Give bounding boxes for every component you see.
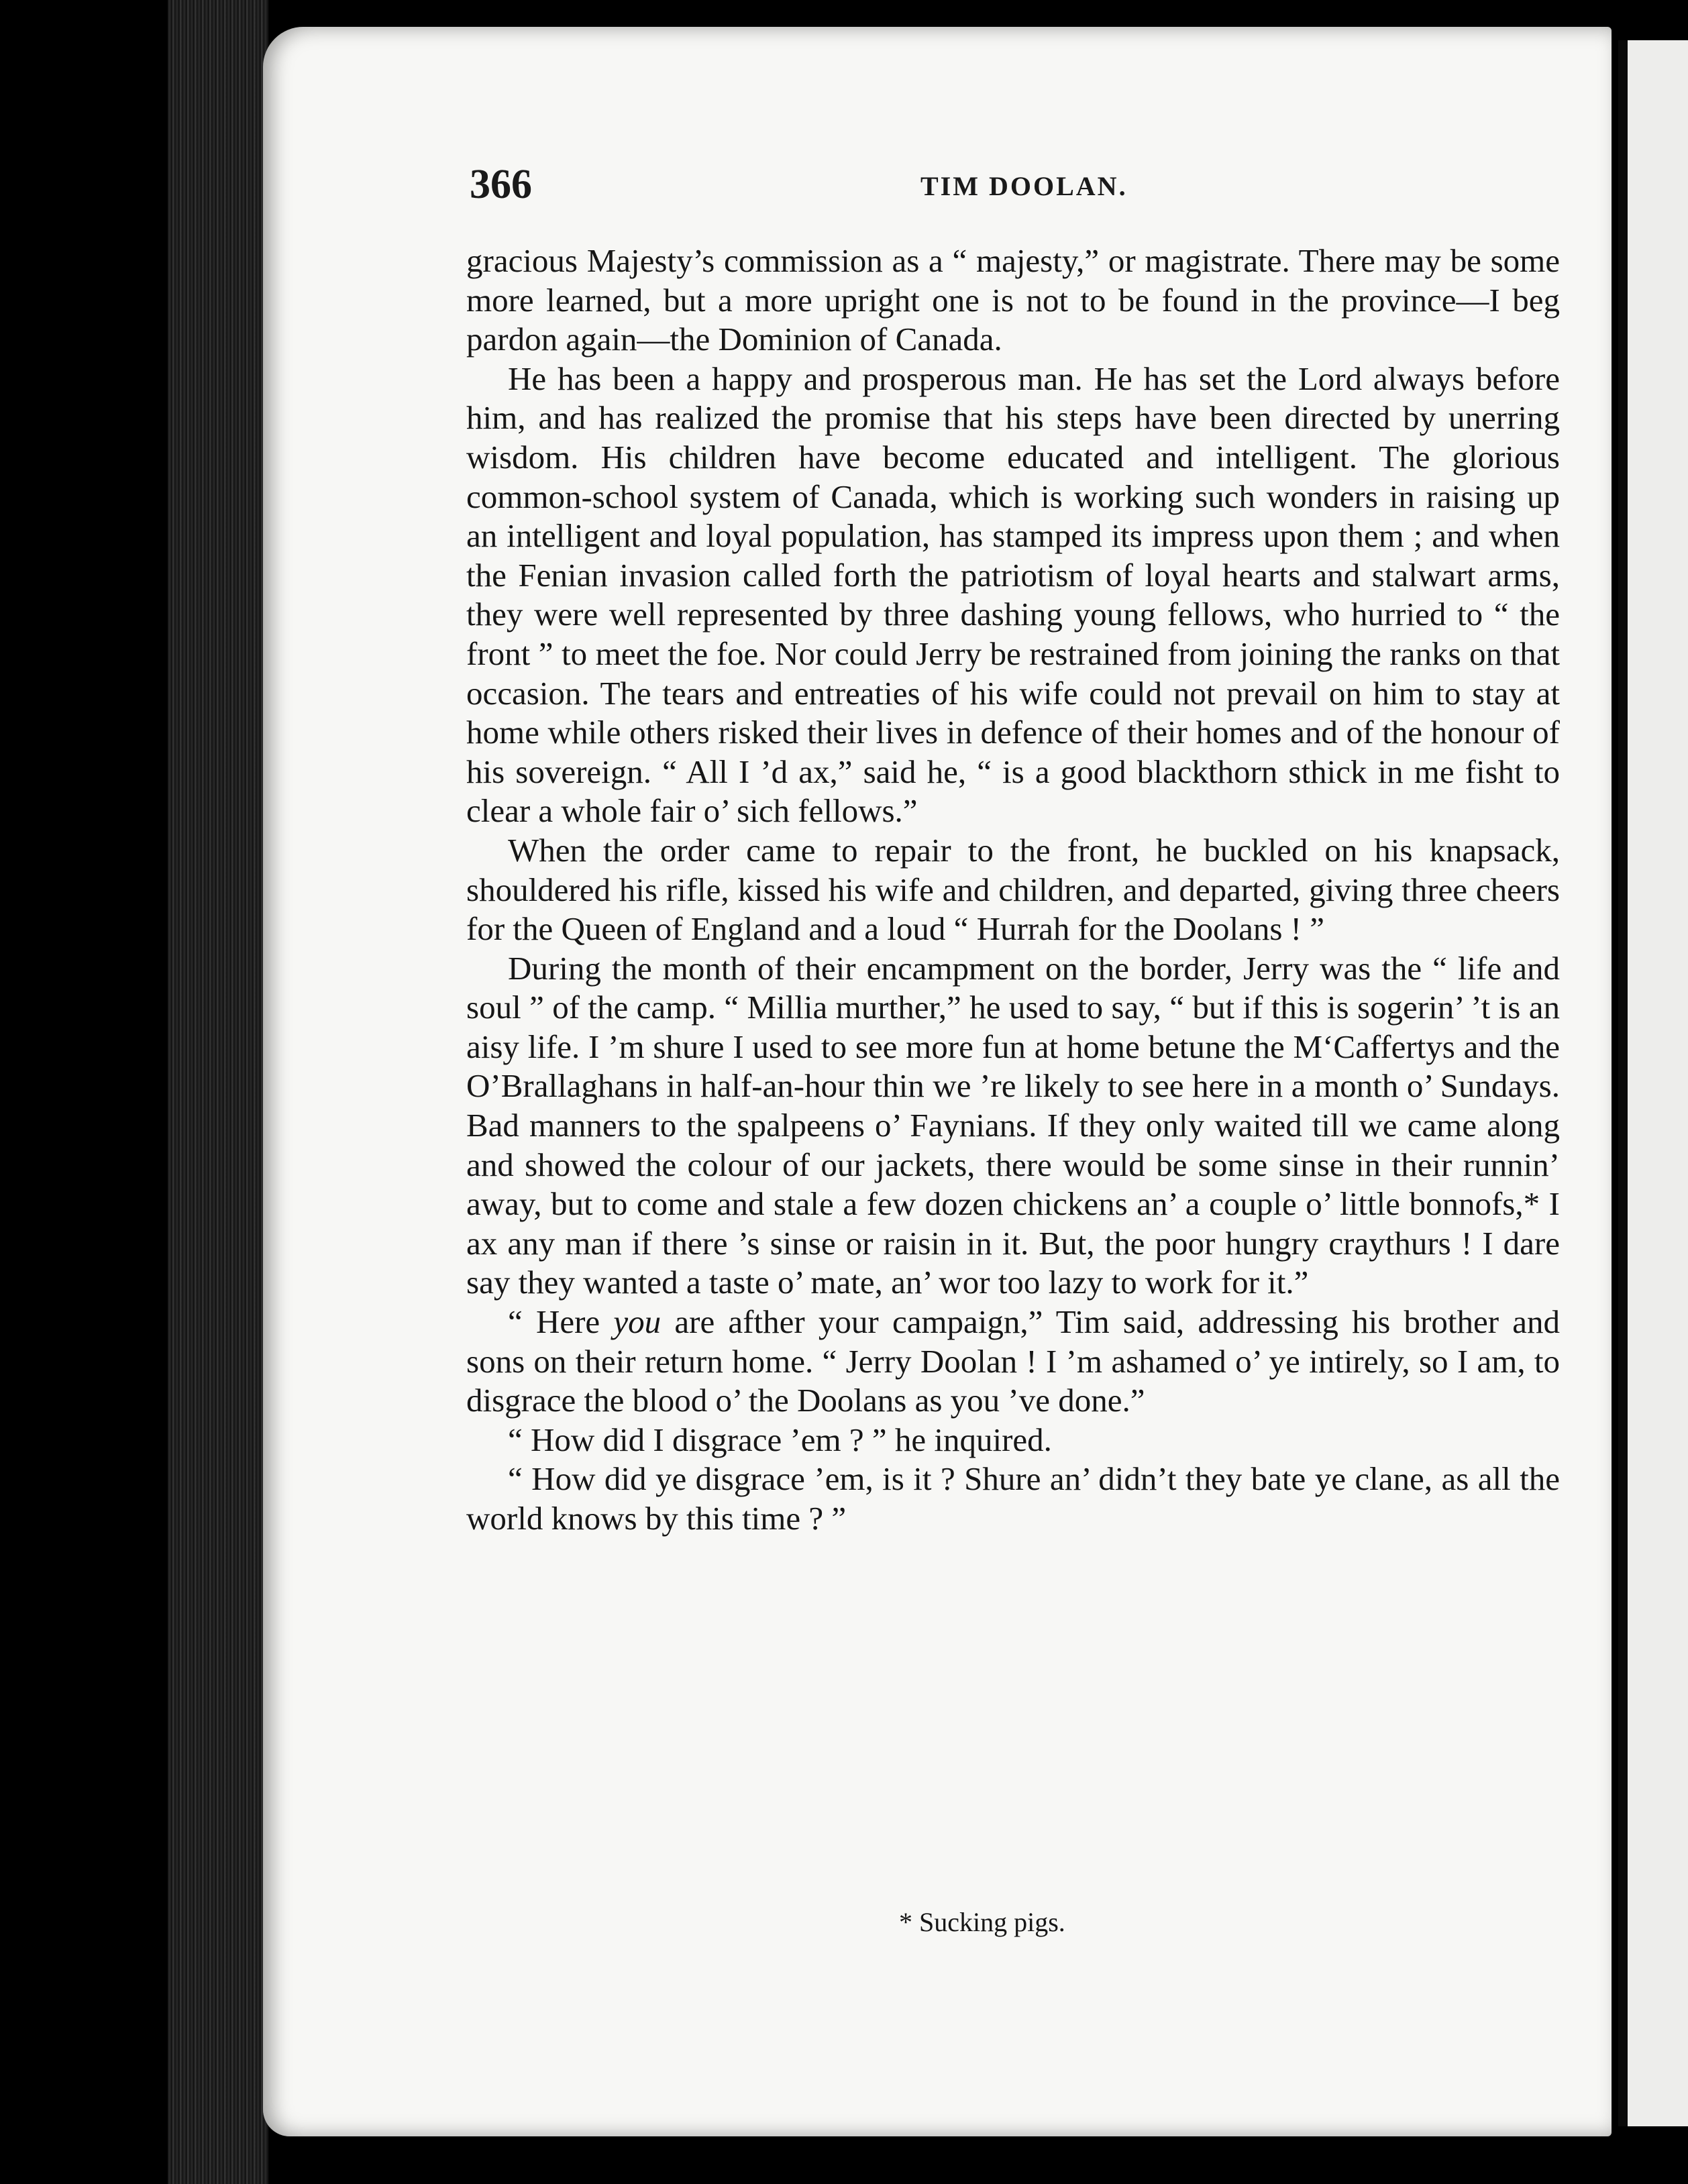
emphasized-word: you	[613, 1303, 662, 1341]
running-title: TIM DOOLAN.	[920, 171, 1128, 201]
running-head	[470, 161, 1557, 215]
paragraph-text: are afther your campaign,” Tim said, addressing his brother and sons on their return home. “ Jerry Doolan ! I ’m ashamed o’ ye intirely, so I am, to disgrace the blood o’ the Doolans as you ’ve done.”	[466, 1303, 1560, 1419]
paragraph: During the month of their encampment on the border, Jerry was the “ life and soul ” of the camp. “ Millia murther,” he used to say, “ but if this is sogerin’ ’t is an aisy life. I ’m shure I used to see more fun at home betune the M‘Caffertys and the O’Brallaghans in half-an-hour thin we ’re likely to see here in a month o’ Sundays. Bad manners to the spalpeens o’ Faynians. If they only waited till we came along and showed the colour of our jackets, there would be some sinse in their runnin’ away, but to come and stale a few dozen chickens an’ a couple o’ little bonnofs,* I ax any man if there ’s sinse or raisin in it. But, the poor hungry craythurs ! I dare say they wanted a taste o’ mate, an’ wor too lazy to work for it.”	[466, 949, 1560, 1301]
book-edge	[168, 0, 268, 2184]
paragraph: gracious Majesty’s commission as a “ majesty,” or magistrate. There may be some more learned, but a more upright one is not to be found in the province—I beg pardon again—the Dominion of Canada.	[466, 242, 1560, 358]
paragraph-text: “ Here	[508, 1303, 614, 1341]
footnote: * Sucking pigs.	[899, 1907, 1065, 1937]
facing-page-edge	[1618, 40, 1688, 2126]
paragraph	[466, 1303, 1560, 1421]
paragraph: “ How did I disgrace ’em ? ” he inquired.	[508, 1421, 1052, 1458]
body-text	[466, 241, 1560, 1539]
paragraph: When the order came to repair to the front, he buckled on his knapsack, shouldered his rifle, kissed his wife and children, and departed, giving three cheers for the Queen of England and a loud “ Hurrah for the Doolans ! ”	[466, 831, 1560, 948]
paragraph: “ How did ye disgrace ’em, is it ? Shure an’ didn’t they bate ye clane, as all the world knows by this time ? ”	[466, 1460, 1560, 1537]
paragraph: He has been a happy and prosperous man. He has set the Lord always before him, and has realized the promise that his steps have been directed by unerring wisdom. His children have become educated and intelligent. The glorious common-school system of Canada, which is working such wonders in raising up an intelligent and loyal population, has stamped its impress upon them ; and when the Fenian invasion called forth the patriotism of loyal hearts and stalwart arms, they were well represented by three dashing young fellows, who hurried to “ the front ” to meet the foe. Nor could Jerry be restrained from joining the ranks on that occasion. The tears and entreaties of his wife could not prevail on him to stay at home while others risked their lives in defence of their homes and of the honour of his sovereign. “ All I ’d ax,” said he, “ is a good blackthorn sthick in me fisht to clear a whole fair o’ sich fellows.”	[466, 360, 1560, 830]
page-number: 366	[470, 162, 532, 207]
